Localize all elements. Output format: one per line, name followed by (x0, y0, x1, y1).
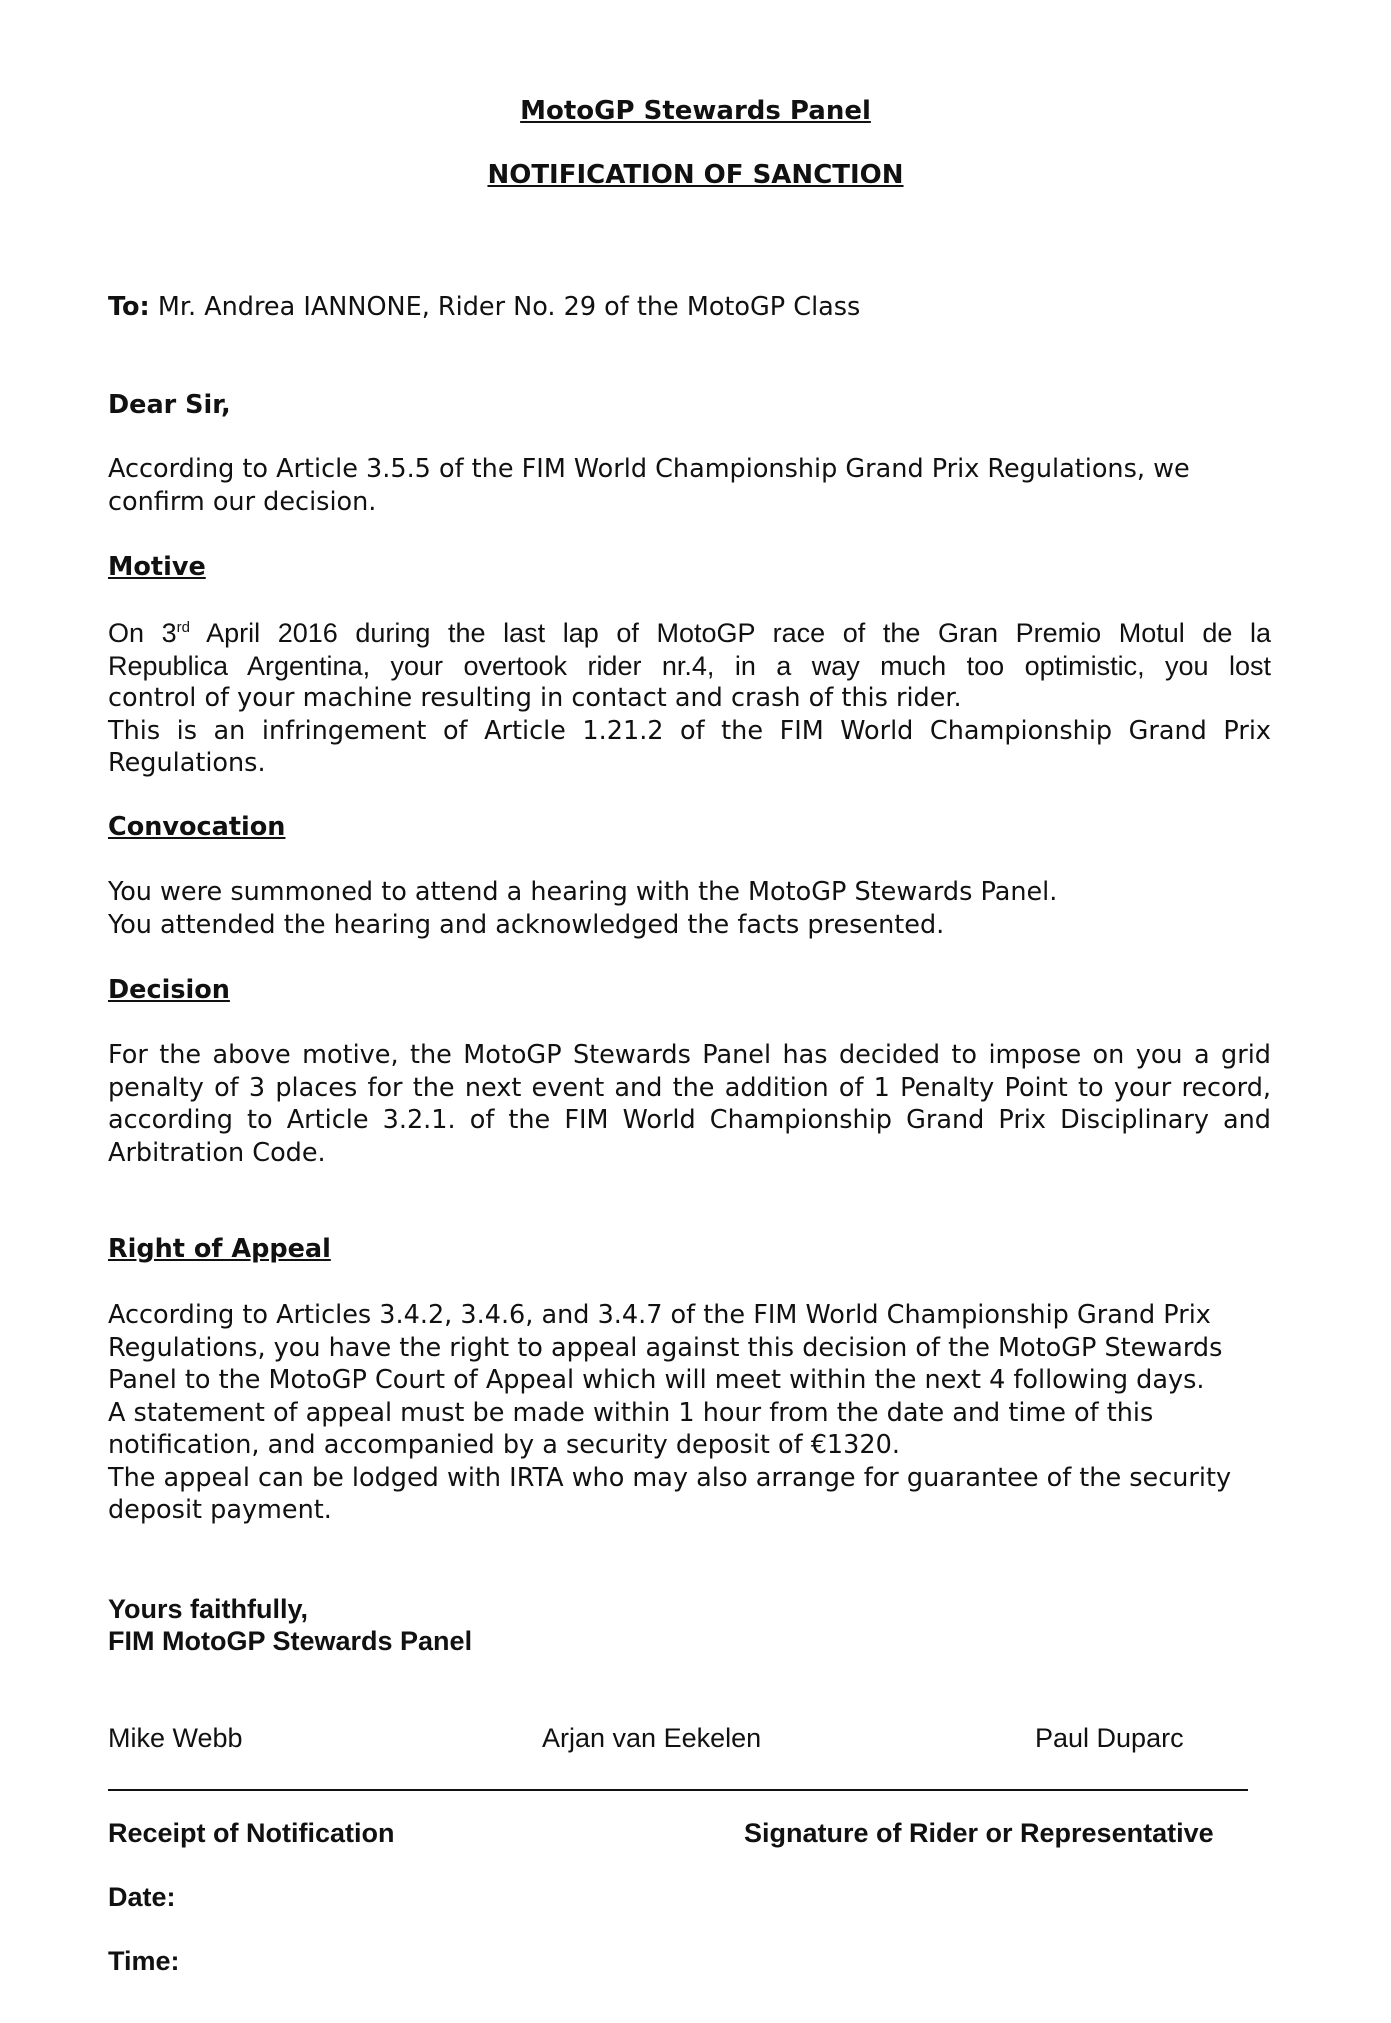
closing-greeting: Yours faithfully, (108, 1594, 309, 1624)
panel-title: MotoGP Stewards Panel (520, 96, 871, 126)
motive-line (108, 617, 1271, 650)
appeal-line: According to Articles 3.4.2, 3.4.6, and 3.4.7 of the FIM World Championship Grand Prix (108, 1300, 1211, 1330)
appeal-line: notification, and accompanied by a security deposit of €1320. (108, 1430, 900, 1460)
closing-signature-body: FIM MotoGP Stewards Panel (108, 1626, 473, 1656)
motive-line: control of your machine resulting in contact and crash of this rider. (108, 683, 962, 713)
recipient-line (108, 292, 860, 322)
decision-paragraph (108, 1039, 1271, 1169)
signatory-name: Paul Duparc (1035, 1723, 1184, 1753)
motive-paragraph (108, 617, 1271, 780)
signature-label: Signature of Rider or Representative (744, 1818, 1214, 1848)
convocation-line: You were summoned to attend a hearing with the MotoGP Stewards Panel. (108, 877, 1058, 907)
section-title-decision: Decision (108, 975, 230, 1005)
intro-paragraph (108, 453, 1271, 518)
appeal-line: Panel to the MotoGP Court of Appeal which will meet within the next 4 following days. (108, 1365, 1205, 1395)
convocation-line: You attended the hearing and acknowledged the facts presented. (108, 909, 945, 940)
section-title-convocation: Convocation (108, 812, 286, 842)
signatory-name: Mike Webb (108, 1723, 243, 1753)
date-label: Date: (108, 1882, 176, 1912)
intro-line: According to Article 3.5.5 of the FIM World Championship Grand Prix Regulations, we (108, 454, 1190, 484)
appeal-line: A statement of appeal must be made within 1 hour from the date and time of this (108, 1397, 1154, 1428)
notification-title: NOTIFICATION OF SANCTION (487, 160, 904, 190)
signature-divider (108, 1789, 1248, 1791)
time-label: Time: (108, 1946, 180, 1976)
appeal-paragraph (108, 1299, 1271, 1527)
recipient-label: To: (108, 292, 150, 322)
section-title-right-of-appeal: Right of Appeal (108, 1234, 331, 1264)
motive-line: Regulations. (108, 748, 266, 778)
decision-line: For the above motive, the MotoGP Stewards Panel has decided to impose on you a grid (108, 1040, 1271, 1070)
section-title-motive: Motive (108, 552, 206, 582)
ordinal-suffix: rd (176, 619, 190, 636)
motive-line-post: April 2016 during the last lap of MotoGP race of the Gran Premio Motul de la (189, 618, 1271, 648)
motive-line: Republica Argentina, your overtook rider nr.4, in a way much too optimistic, you lost (108, 650, 1271, 681)
convocation-paragraph (108, 876, 1271, 941)
salutation: Dear Sir, (108, 390, 231, 420)
decision-line: penalty of 3 places for the next event and the addition of 1 Penalty Point to your record, (108, 1072, 1271, 1103)
decision-line: according to Article 3.2.1. of the FIM World Championship Grand Prix Disciplinary and (108, 1105, 1271, 1135)
motive-line-pre: On 3 (108, 618, 177, 648)
recipient-text: Mr. Andrea IANNONE, Rider No. 29 of the MotoGP Class (149, 292, 861, 322)
appeal-line: The appeal can be lodged with IRTA who may also arrange for guarantee of the security (108, 1462, 1232, 1493)
appeal-line: Regulations, you have the right to appeal against this decision of the MotoGP Stewards (108, 1332, 1223, 1363)
signatory-name: Arjan van Eekelen (542, 1723, 762, 1753)
motive-line: This is an infringement of Article 1.21.2 of the FIM World Championship Grand Prix (108, 715, 1271, 746)
decision-line: Arbitration Code. (108, 1137, 326, 1168)
appeal-line: deposit payment. (108, 1495, 332, 1525)
intro-line: confirm our decision. (108, 486, 377, 517)
receipt-of-notification-label: Receipt of Notification (108, 1818, 395, 1848)
